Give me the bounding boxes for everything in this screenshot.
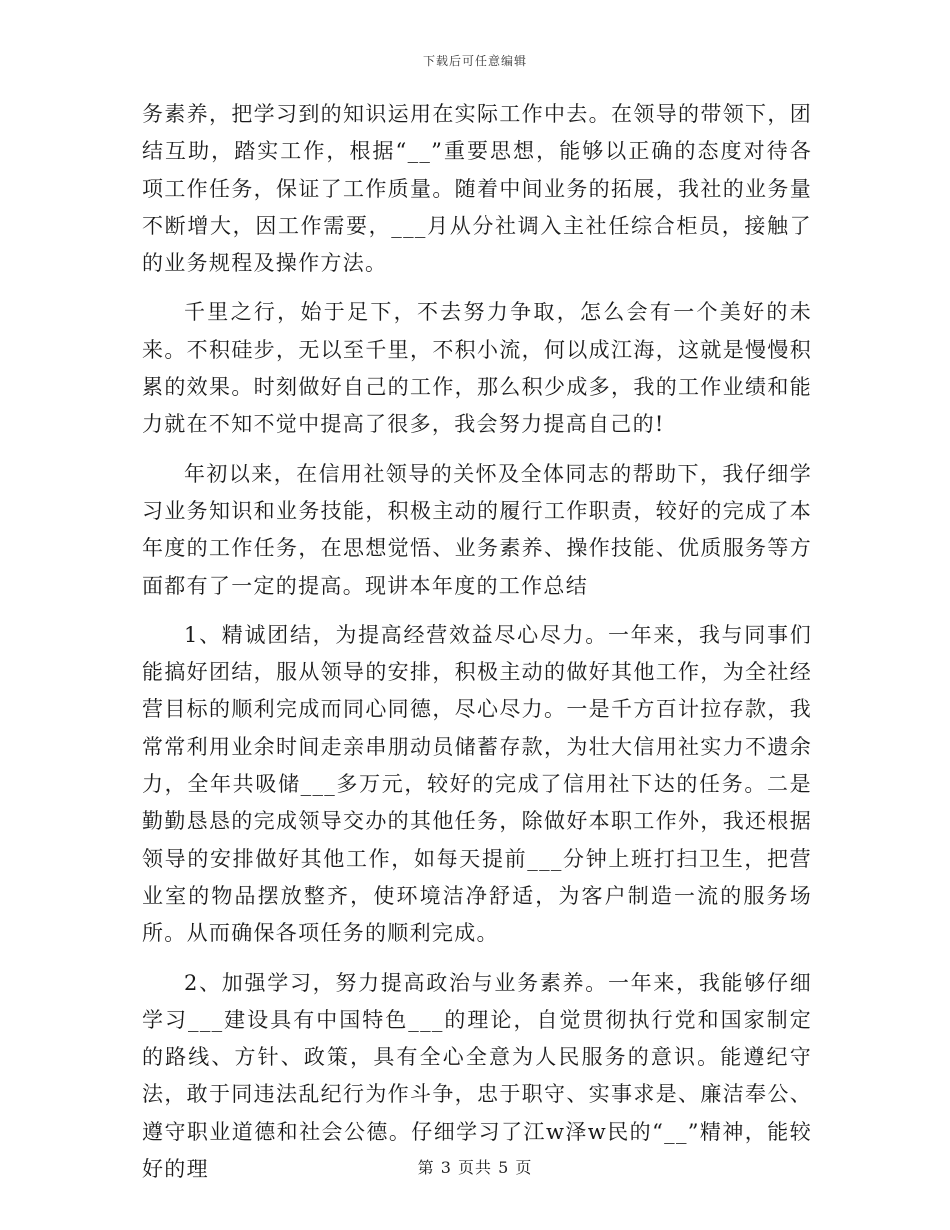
page-number: 第 3 页共 5 页	[417, 1158, 533, 1177]
page-header: 下载后可任意编辑	[422, 54, 527, 68]
paragraph: 2、加强学习，努力提高政治与业务素养。一年来，我能够仔细学习___建设具有中国特色___的理论，自觉贯彻执行党和国家制定的路线、方针、政策，具有全心全意为人民服务的意识。能遵纪守法，敢于同违法乱纪行为作斗争，忠于职守、实事求是、廉洁奉公、遵守职业道德和社会公德。仔细学习了江w泽w民的“__”精神，能较好的理	[142, 970, 812, 1182]
paragraph: 年初以来，在信用社领导的关怀及全体同志的帮助下，我仔细学习业务知识和业务技能，积极主动的履行工作职责，较好的完成了本年度的工作任务，在思想觉悟、业务素养、操作技能、优质服务等方面都有了一定的提高。现讲本年度的工作总结	[142, 461, 812, 598]
paragraph: 1、精诚团结，为提高经营效益尽心尽力。一年来，我与同事们能搞好团结，服从领导的安排，积极主动的做好其他工作，为全社经营目标的顺利完成而同心同德，尽心尽力。一是千方百计拉存款，我常常利用业余时间走亲串朋动员储蓄存款，为壮大信用社实力不遗余力，全年共吸储___多万元，较好的完成了信用社下达的任务。二是勤勤恳恳的完成领导交办的其他任务，除做好本职工作外，我还根据领导的安排做好其他工作，如每天提前___分钟上班打扫卫生，把营业室的物品摆放整齐，使环境洁净舒适，为客户制造一流的服务场所。从而确保各项任务的顺利完成。	[142, 622, 812, 946]
paragraph: 千里之行，始于足下，不去努力争取，怎么会有一个美好的未来。不积硅步，无以至千里，不积小流，何以成江海，这就是慢慢积累的效果。时刻做好自己的工作，那么积少成多，我的工作业绩和能力就在不知不觉中提高了很多，我会努力提高自己的!	[142, 300, 812, 437]
paragraph-continued: 务素养，把学习到的知识运用在实际工作中去。在领导的带领下，团结互助，踏实工作，根据“__”重要思想，能够以正确的态度对待各项工作任务，保证了工作质量。随着中间业务的拓展，我社的业务量不断增大，因工作需要，___月从分社调入主社任综合柜员，接触了的业务规程及操作方法。	[142, 102, 812, 276]
document-body	[142, 96, 812, 1200]
